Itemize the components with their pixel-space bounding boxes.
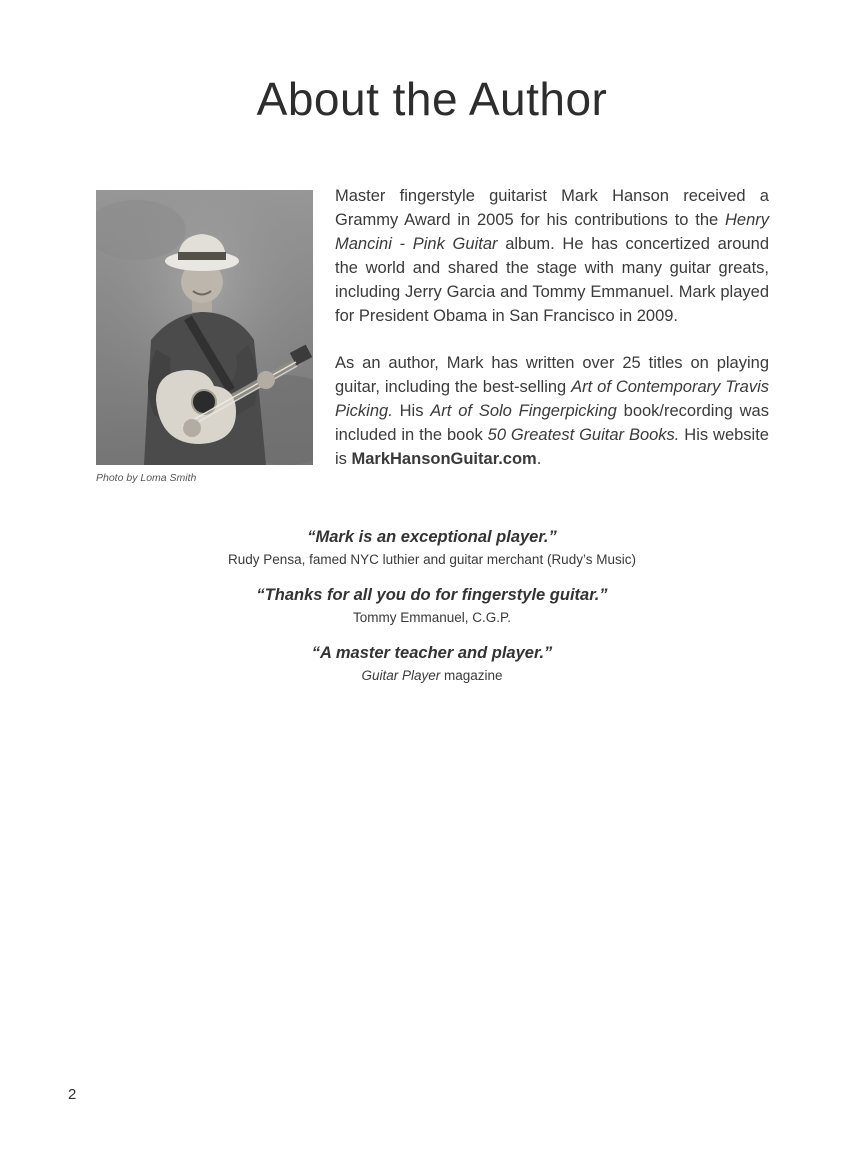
author-photo [96, 190, 313, 465]
bio-text [335, 184, 769, 471]
quote-attribution: Rudy Pensa, famed NYC luthier and guitar merchant (Rudy’s Music) [228, 552, 636, 567]
testimonial-item [0, 528, 864, 567]
testimonial-item [0, 644, 864, 683]
photo-caption: Photo by Loma Smith [96, 472, 197, 484]
quote-text: “Thanks for all you do for fingerstyle guitar.” [256, 586, 608, 604]
quote-text: “Mark is an exceptional player.” [307, 528, 557, 546]
quote-attribution: Tommy Emmanuel, C.G.P. [352, 610, 512, 625]
bio-paragraph-2: As an author, Mark has written over 25 titles on playing guitar, including the best-selling Art of Contemporary Travis Picking. His Art of Solo Fingerpicking book/recording was included in the book 50 Greatest Guitar Books. His website is MarkHansonGuitar.com. [335, 354, 769, 468]
page-title: About the Author [256, 73, 608, 125]
page-number: 2 [68, 1086, 77, 1103]
testimonials [0, 528, 864, 702]
author-photo-block [96, 190, 313, 484]
quote-text: “A master teacher and player.” [311, 644, 553, 662]
testimonial-item [0, 586, 864, 625]
quote-attribution: Guitar Player magazine [361, 668, 503, 683]
bio-paragraph-1: Master fingerstyle guitarist Mark Hanson received a Grammy Award in 2005 for his contributions to the Henry Mancini - Pink Guitar album. He has concertized around the world and shared the stage with many guitar greats, including Jerry Garcia and Tommy Emmanuel. Mark played for President Obama in San Francisco in 2009. [335, 187, 769, 325]
